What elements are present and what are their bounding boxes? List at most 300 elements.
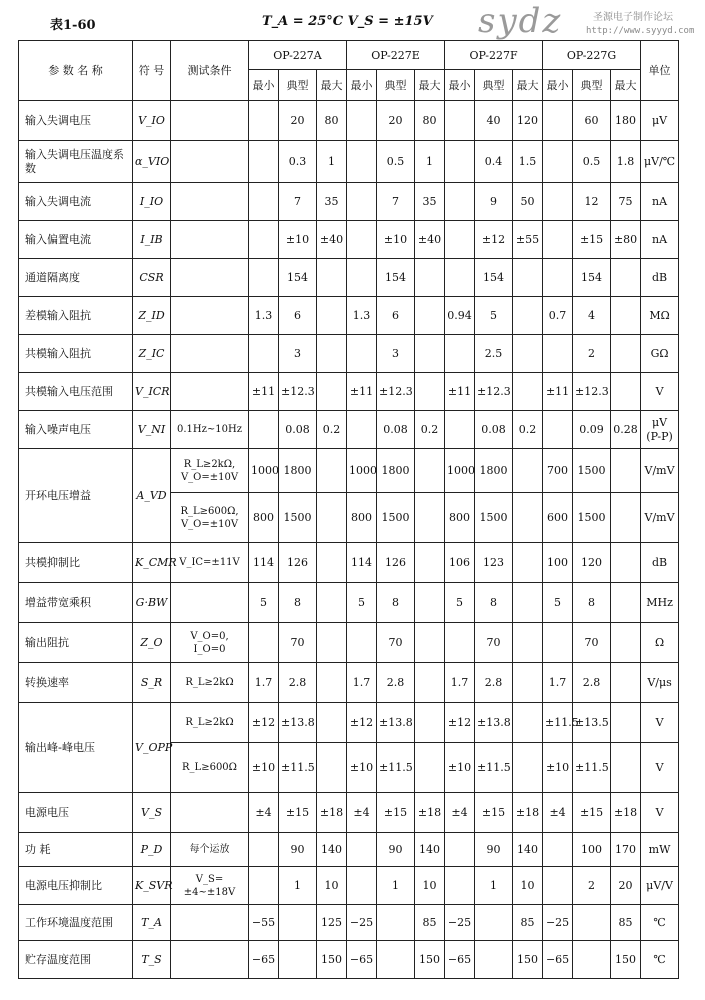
value-cell: 7 (377, 183, 415, 221)
sub-header-min: 最小 (445, 70, 475, 101)
test-condition-cell (171, 373, 249, 411)
value-cell: 2.5 (475, 335, 513, 373)
value-cell: 150 (611, 941, 641, 979)
table-number: 表1-60 (50, 18, 96, 33)
test-condition-cell: 0.1Hz~10Hz (171, 411, 249, 449)
value-cell (445, 867, 475, 905)
value-cell (611, 373, 641, 411)
unit-cell: nA (641, 221, 679, 259)
value-cell: ±13.8 (475, 703, 513, 743)
value-cell: 150 (513, 941, 543, 979)
value-cell (415, 259, 445, 297)
value-cell: 1500 (573, 449, 611, 493)
value-cell: ±10 (347, 743, 377, 793)
value-cell (249, 259, 279, 297)
value-cell: ±12.3 (573, 373, 611, 411)
value-cell: 1.5 (513, 141, 543, 183)
symbol-cell: S_R (133, 663, 171, 703)
value-cell (513, 663, 543, 703)
value-cell: ±15 (377, 793, 415, 833)
test-condition-cell (171, 905, 249, 941)
sub-header-min: 最小 (347, 70, 377, 101)
symbol-cell: V_OPP (133, 703, 171, 793)
value-cell: ±12 (347, 703, 377, 743)
value-cell (513, 743, 543, 793)
value-cell: ±12 (475, 221, 513, 259)
unit-cell: ℃ (641, 905, 679, 941)
value-cell: 0.94 (445, 297, 475, 335)
test-condition-cell: 每个运放 (171, 833, 249, 867)
value-cell: 140 (513, 833, 543, 867)
value-cell: ±10 (279, 221, 317, 259)
symbol-cell: I_IO (133, 183, 171, 221)
value-cell: 1800 (279, 449, 317, 493)
value-cell (415, 663, 445, 703)
value-cell (611, 259, 641, 297)
symbol-cell: P_D (133, 833, 171, 867)
value-cell (415, 743, 445, 793)
param-name-cell: 输入偏置电流 (19, 221, 133, 259)
value-cell: 6 (279, 297, 317, 335)
value-cell: 123 (475, 543, 513, 583)
value-cell: 60 (573, 101, 611, 141)
value-cell (543, 259, 573, 297)
unit-cell: ℃ (641, 941, 679, 979)
sub-header-typ: 典型 (279, 70, 317, 101)
value-cell: ±11 (347, 373, 377, 411)
value-cell: 0.2 (513, 411, 543, 449)
value-cell: 40 (475, 101, 513, 141)
value-cell: ±15 (573, 221, 611, 259)
value-cell: 1 (415, 141, 445, 183)
value-cell (249, 335, 279, 373)
value-cell (513, 583, 543, 623)
symbol-cell: Z_IC (133, 335, 171, 373)
value-cell: ±11.5 (573, 743, 611, 793)
param-name-cell: 贮存温度范围 (19, 941, 133, 979)
test-condition-cell: R_L≥600Ω, V_O=±10V (171, 493, 249, 543)
test-condition-cell: V_IC=±11V (171, 543, 249, 583)
value-cell (415, 623, 445, 663)
value-cell (279, 941, 317, 979)
value-cell: 35 (415, 183, 445, 221)
value-cell: 35 (317, 183, 347, 221)
unit-cell: mW (641, 833, 679, 867)
value-cell: 1 (279, 867, 317, 905)
value-cell: 1.3 (249, 297, 279, 335)
value-cell (347, 623, 377, 663)
symbol-cell: I_IB (133, 221, 171, 259)
value-cell: 150 (415, 941, 445, 979)
value-cell (611, 583, 641, 623)
param-name-cell: 电源电压 (19, 793, 133, 833)
value-cell: 90 (377, 833, 415, 867)
value-cell: 20 (611, 867, 641, 905)
value-cell: 114 (249, 543, 279, 583)
value-cell (543, 101, 573, 141)
symbol-cell: K_SVR (133, 867, 171, 905)
value-cell (445, 833, 475, 867)
symbol-cell: T_A (133, 905, 171, 941)
table-row (19, 663, 679, 703)
value-cell: ±10 (377, 221, 415, 259)
test-condition-cell (171, 297, 249, 335)
value-cell: 2.8 (475, 663, 513, 703)
value-cell (249, 141, 279, 183)
value-cell: 180 (611, 101, 641, 141)
value-cell (445, 623, 475, 663)
col-header-unit: 单位 (641, 41, 679, 101)
unit-cell: V/mV (641, 493, 679, 543)
value-cell (445, 101, 475, 141)
table-row (19, 793, 679, 833)
value-cell: ±11.5 (475, 743, 513, 793)
table-row (19, 101, 679, 141)
value-cell (611, 449, 641, 493)
value-cell: 85 (415, 905, 445, 941)
value-cell: 80 (415, 101, 445, 141)
value-cell: 1.7 (543, 663, 573, 703)
value-cell: 8 (377, 583, 415, 623)
value-cell: 0.2 (317, 411, 347, 449)
value-cell: 140 (415, 833, 445, 867)
value-cell: 1 (377, 867, 415, 905)
value-cell: 125 (317, 905, 347, 941)
value-cell: 8 (475, 583, 513, 623)
value-cell: 70 (279, 623, 317, 663)
value-cell: ±12.3 (279, 373, 317, 411)
col-header-test: 测试条件 (171, 41, 249, 101)
value-cell (513, 449, 543, 493)
value-cell: −25 (445, 905, 475, 941)
unit-cell: MΩ (641, 297, 679, 335)
test-condition-cell (171, 221, 249, 259)
value-cell (543, 833, 573, 867)
test-conditions: T_A = 25°C V_S = ±15V (262, 14, 433, 29)
sub-header-max: 最大 (317, 70, 347, 101)
unit-cell: μV (641, 101, 679, 141)
value-cell: ±11.5 (279, 743, 317, 793)
spec-table (18, 40, 679, 979)
value-cell: 12 (573, 183, 611, 221)
table-row (19, 335, 679, 373)
value-cell (317, 335, 347, 373)
value-cell (543, 141, 573, 183)
value-cell (543, 867, 573, 905)
value-cell (347, 259, 377, 297)
table-row (19, 583, 679, 623)
value-cell: 0.5 (573, 141, 611, 183)
table-row (19, 373, 679, 411)
table-row (19, 833, 679, 867)
value-cell: ±12.3 (377, 373, 415, 411)
param-name-cell: 共模输入电压范围 (19, 373, 133, 411)
value-cell (543, 411, 573, 449)
value-cell: 140 (317, 833, 347, 867)
value-cell (573, 905, 611, 941)
col-header-model-f: OP-227F (445, 41, 543, 70)
value-cell: 2 (573, 335, 611, 373)
value-cell: 154 (377, 259, 415, 297)
value-cell: 126 (377, 543, 415, 583)
unit-cell: Ω (641, 623, 679, 663)
col-header-model-g: OP-227G (543, 41, 641, 70)
sub-header-typ: 典型 (475, 70, 513, 101)
value-cell (611, 493, 641, 543)
col-header-model-e: OP-227E (347, 41, 445, 70)
table-row (19, 411, 679, 449)
value-cell (611, 335, 641, 373)
test-condition-cell (171, 583, 249, 623)
param-name-cell: 共模抑制比 (19, 543, 133, 583)
test-condition-cell (171, 793, 249, 833)
param-name-cell: 输出峰-峰电压 (19, 703, 133, 793)
value-cell (445, 411, 475, 449)
value-cell (347, 335, 377, 373)
value-cell (317, 703, 347, 743)
value-cell (475, 941, 513, 979)
symbol-cell: CSR (133, 259, 171, 297)
value-cell: 90 (475, 833, 513, 867)
sub-header-min: 最小 (249, 70, 279, 101)
value-cell: 8 (573, 583, 611, 623)
value-cell: ±18 (611, 793, 641, 833)
value-cell (611, 743, 641, 793)
value-cell (347, 101, 377, 141)
value-cell: ±4 (249, 793, 279, 833)
value-cell: 9 (475, 183, 513, 221)
value-cell: 5 (475, 297, 513, 335)
value-cell (249, 867, 279, 905)
value-cell (513, 297, 543, 335)
value-cell: −25 (543, 905, 573, 941)
value-cell (611, 703, 641, 743)
test-condition-cell: R_L≥600Ω (171, 743, 249, 793)
value-cell: 2 (573, 867, 611, 905)
param-name-cell: 工作环境温度范围 (19, 905, 133, 941)
value-cell (415, 335, 445, 373)
value-cell: 150 (317, 941, 347, 979)
col-header-symbol: 符 号 (133, 41, 171, 101)
table-row (19, 867, 679, 905)
value-cell (317, 493, 347, 543)
value-cell: 2.8 (279, 663, 317, 703)
value-cell: ±18 (513, 793, 543, 833)
test-condition-cell: V_S= ±4~±18V (171, 867, 249, 905)
value-cell (513, 543, 543, 583)
value-cell: 85 (611, 905, 641, 941)
value-cell: ±40 (317, 221, 347, 259)
value-cell: ±13.8 (377, 703, 415, 743)
value-cell (415, 449, 445, 493)
value-cell (611, 623, 641, 663)
value-cell: 800 (249, 493, 279, 543)
value-cell (347, 141, 377, 183)
value-cell (347, 867, 377, 905)
unit-cell: μV (P-P) (641, 411, 679, 449)
value-cell (611, 543, 641, 583)
value-cell: ±11 (445, 373, 475, 411)
test-condition-cell (171, 335, 249, 373)
sub-header-min: 最小 (543, 70, 573, 101)
value-cell (415, 703, 445, 743)
value-cell: 1000 (445, 449, 475, 493)
value-cell (445, 183, 475, 221)
value-cell: 100 (543, 543, 573, 583)
value-cell (317, 663, 347, 703)
value-cell (415, 583, 445, 623)
value-cell (317, 297, 347, 335)
value-cell: ±4 (445, 793, 475, 833)
table-row (19, 183, 679, 221)
test-condition-cell: R_L≥2kΩ (171, 703, 249, 743)
value-cell (317, 373, 347, 411)
value-cell: 5 (445, 583, 475, 623)
sub-header-max: 最大 (611, 70, 641, 101)
value-cell: 1.8 (611, 141, 641, 183)
value-cell: 120 (573, 543, 611, 583)
value-cell: 70 (573, 623, 611, 663)
value-cell: 1800 (377, 449, 415, 493)
value-cell: ±12 (445, 703, 475, 743)
value-cell: ±12.3 (475, 373, 513, 411)
value-cell (249, 183, 279, 221)
table-row (19, 941, 679, 979)
value-cell: 1 (475, 867, 513, 905)
value-cell (249, 101, 279, 141)
symbol-cell: Z_ID (133, 297, 171, 335)
value-cell: ±40 (415, 221, 445, 259)
value-cell: 5 (543, 583, 573, 623)
value-cell (513, 259, 543, 297)
symbol-cell: G·BW (133, 583, 171, 623)
value-cell (317, 449, 347, 493)
value-cell: 1000 (347, 449, 377, 493)
value-cell (513, 373, 543, 411)
test-condition-cell (171, 941, 249, 979)
value-cell: 1500 (279, 493, 317, 543)
value-cell: 1500 (475, 493, 513, 543)
watermark-logo: sydz (478, 1, 563, 41)
value-cell (249, 623, 279, 663)
col-header-param: 参 数 名 称 (19, 41, 133, 101)
watermark-url: http://www.syyyd.com (586, 26, 695, 36)
param-name-cell: 开环电压增益 (19, 449, 133, 543)
value-cell (543, 335, 573, 373)
value-cell (317, 743, 347, 793)
value-cell: −65 (543, 941, 573, 979)
value-cell: 70 (475, 623, 513, 663)
value-cell (347, 183, 377, 221)
value-cell: −65 (445, 941, 475, 979)
value-cell: −25 (347, 905, 377, 941)
value-cell: 75 (611, 183, 641, 221)
unit-cell: V (641, 793, 679, 833)
value-cell: 0.7 (543, 297, 573, 335)
value-cell: 3 (279, 335, 317, 373)
value-cell: 0.08 (475, 411, 513, 449)
unit-cell: nA (641, 183, 679, 221)
value-cell: 126 (279, 543, 317, 583)
value-cell (445, 221, 475, 259)
value-cell (249, 411, 279, 449)
param-name-cell: 通道隔离度 (19, 259, 133, 297)
test-condition-cell: R_L≥2kΩ (171, 663, 249, 703)
value-cell: ±18 (415, 793, 445, 833)
symbol-cell: V_ICR (133, 373, 171, 411)
table-row (19, 703, 679, 743)
unit-cell: μV/℃ (641, 141, 679, 183)
value-cell (317, 259, 347, 297)
param-name-cell: 输入噪声电压 (19, 411, 133, 449)
test-condition-cell (171, 141, 249, 183)
value-cell (415, 373, 445, 411)
value-cell: 0.08 (377, 411, 415, 449)
value-cell (347, 411, 377, 449)
sub-header-max: 最大 (513, 70, 543, 101)
value-cell: 0.08 (279, 411, 317, 449)
value-cell (445, 141, 475, 183)
value-cell: 106 (445, 543, 475, 583)
sub-header-typ: 典型 (377, 70, 415, 101)
value-cell: ±10 (543, 743, 573, 793)
value-cell: 85 (513, 905, 543, 941)
value-cell: ±10 (445, 743, 475, 793)
symbol-cell: K_CMR (133, 543, 171, 583)
value-cell: 120 (513, 101, 543, 141)
value-cell: 1800 (475, 449, 513, 493)
value-cell: ±11 (543, 373, 573, 411)
value-cell: ±11.5 (543, 703, 573, 743)
value-cell: 0.2 (415, 411, 445, 449)
value-cell: 1.7 (445, 663, 475, 703)
unit-cell: V/mV (641, 449, 679, 493)
symbol-cell: Z_O (133, 623, 171, 663)
param-name-cell: 输入失调电压 (19, 101, 133, 141)
value-cell (415, 543, 445, 583)
value-cell: 114 (347, 543, 377, 583)
value-cell: 20 (377, 101, 415, 141)
param-name-cell: 输入失调电流 (19, 183, 133, 221)
value-cell: 1000 (249, 449, 279, 493)
value-cell: 3 (377, 335, 415, 373)
value-cell: 1.7 (347, 663, 377, 703)
test-condition-cell: V_O=0, I_O=0 (171, 623, 249, 663)
unit-cell: V (641, 373, 679, 411)
param-name-cell: 功 耗 (19, 833, 133, 867)
value-cell (513, 703, 543, 743)
value-cell: 70 (377, 623, 415, 663)
symbol-cell: α_VIO (133, 141, 171, 183)
unit-cell: GΩ (641, 335, 679, 373)
value-cell: ±80 (611, 221, 641, 259)
value-cell: 5 (249, 583, 279, 623)
value-cell: 1.3 (347, 297, 377, 335)
value-cell: 1.7 (249, 663, 279, 703)
value-cell: 10 (415, 867, 445, 905)
value-cell: −65 (347, 941, 377, 979)
value-cell: 1500 (377, 493, 415, 543)
unit-cell: μV/V (641, 867, 679, 905)
value-cell (249, 221, 279, 259)
value-cell: 800 (445, 493, 475, 543)
table-row (19, 259, 679, 297)
param-name-cell: 电源电压抑制比 (19, 867, 133, 905)
value-cell (377, 905, 415, 941)
param-name-cell: 差模输入阻抗 (19, 297, 133, 335)
table-row (19, 449, 679, 493)
table-row (19, 905, 679, 941)
